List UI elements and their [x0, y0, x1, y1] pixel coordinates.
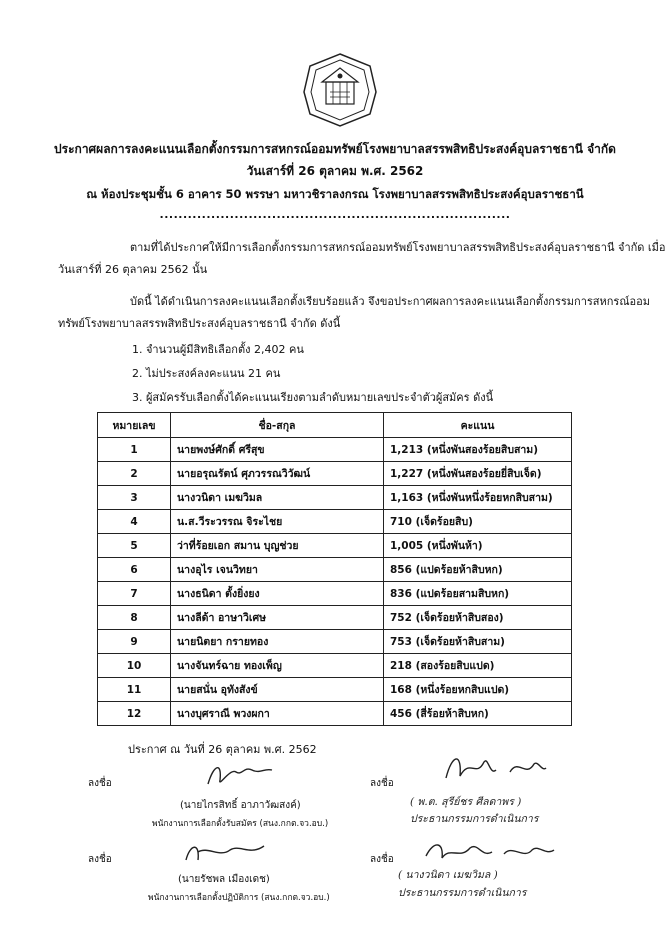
- cell-number: 6: [98, 558, 171, 582]
- signatory-left-2-name: (นายรัชพล เมืองเดช): [178, 874, 270, 885]
- sign-label: ลงชื่อ: [370, 854, 394, 865]
- cell-score: 456 (สี่ร้อยห้าสิบหก): [384, 702, 572, 726]
- cell-number: 8: [98, 606, 171, 630]
- table-row: [98, 630, 572, 654]
- table-row: [98, 702, 572, 726]
- announcement-venue: ณ ห้องประชุมชั้น 6 อาคาร 50 พรรษา มหาวชิราลงกรณ โรงพยาบาลสรรพสิทธิประสงค์อุบลราชธานี: [86, 187, 584, 201]
- table-row: [98, 534, 572, 558]
- paragraph-2-line-2: ทรัพย์โรงพยาบาลสรรพสิทธิประสงค์อุบลราชธานี จำกัด ดังนี้: [58, 317, 341, 330]
- cell-number: 4: [98, 510, 171, 534]
- cell-number: 9: [98, 630, 171, 654]
- cell-score: 1,213 (หนึ่งพันสองร้อยสิบสาม): [384, 438, 572, 462]
- table-row: [98, 606, 572, 630]
- cell-number: 1: [98, 438, 171, 462]
- cell-number: 7: [98, 582, 171, 606]
- table-row: [98, 582, 572, 606]
- column-header-score: คะแนน: [384, 413, 572, 438]
- signature-right-2: [420, 836, 560, 868]
- announcement-date: วันเสาร์ที่ 26 ตุลาคม พ.ศ. 2562: [246, 164, 424, 178]
- cell-name: นางธนิดา ตั้งยิ่งยง: [171, 582, 384, 606]
- cell-score: 1,005 (หนึ่งพันห้า): [384, 534, 572, 558]
- paragraph-2-line-1: บัดนี้ ได้ดำเนินการลงคะแนนเลือกตั้งเรียบร้อยแล้ว จึงขอประกาศผลการลงคะแนนเลือกตั้งกรรมการสหกรณ์ออม: [130, 295, 650, 308]
- column-header-name: ชื่อ-สกุล: [171, 413, 384, 438]
- cell-score: 856 (แปดร้อยห้าสิบหก): [384, 558, 572, 582]
- sign-label: ลงชื่อ: [88, 778, 112, 789]
- cell-name: นางบุศราณี พวงผกา: [171, 702, 384, 726]
- cell-score: 218 (สองร้อยสิบแปด): [384, 654, 572, 678]
- cell-number: 12: [98, 702, 171, 726]
- signature-right-1: [440, 750, 550, 786]
- sign-label: ลงชื่อ: [370, 778, 394, 789]
- cell-score: 1,163 (หนึ่งพันหนึ่งร้อยหกสิบสาม): [384, 486, 572, 510]
- hospital-seal-icon: [300, 52, 380, 130]
- signature-left-2: [180, 836, 270, 870]
- cell-number: 2: [98, 462, 171, 486]
- signatory-left-1-name: (นายไกรสิทธิ์ อาภาวัฒสงค์): [180, 800, 301, 811]
- signature-left-1: [200, 758, 280, 792]
- cell-name: นางอุไร เจนวิทยา: [171, 558, 384, 582]
- signatory-right-2-name: ( นางวนิดา เมฆวิมล ): [398, 869, 498, 881]
- signatory-left-1-role: พนักงานการเลือกตั้งรับสมัคร (สนง.กกต.จว.อบ.): [152, 819, 329, 829]
- list-item-results-intro: 3. ผู้สมัครรับเลือกตั้งได้คะแนนเรียงตามลำดับหมายเลขประจำตัวผู้สมัคร ดังนี้: [132, 391, 494, 404]
- cell-number: 10: [98, 654, 171, 678]
- cell-name: นายนิตยา กรายทอง: [171, 630, 384, 654]
- table-row: [98, 678, 572, 702]
- signatory-right-1-name: ( พ.ต. สุรีย์ชร ศีลดาพร ): [410, 796, 522, 808]
- cell-name: นางวนิดา เมฆวิมล: [171, 486, 384, 510]
- list-item-eligible-voters: 1. จำนวนผู้มีสิทธิเลือกตั้ง 2,402 คน: [132, 343, 304, 356]
- table-row: [98, 486, 572, 510]
- table-row: [98, 558, 572, 582]
- cell-score: 1,227 (หนึ่งพันสองร้อยยี่สิบเจ็ด): [384, 462, 572, 486]
- signatory-right-2-role: ประธานกรรมการดำเนินการ: [398, 887, 527, 899]
- cell-score: 753 (เจ็ดร้อยห้าสิบสาม): [384, 630, 572, 654]
- table-row: [98, 510, 572, 534]
- cell-name: นายอรุณรัตน์ ศุภวรรณวิวัฒน์: [171, 462, 384, 486]
- cell-name: นางลีด้า อาษาวิเศษ: [171, 606, 384, 630]
- cell-name: ว่าที่ร้อยเอก สมาน บุญช่วย: [171, 534, 384, 558]
- signatory-right-1-role: ประธานกรรมการดำเนินการ: [410, 813, 539, 825]
- cell-score: 168 (หนึ่งร้อยหกสิบแปด): [384, 678, 572, 702]
- cell-score: 710 (เจ็ดร้อยสิบ): [384, 510, 572, 534]
- cell-number: 3: [98, 486, 171, 510]
- cell-name: นางจันทร์ฉาย ทองเพ็ญ: [171, 654, 384, 678]
- seal-logo: [300, 52, 380, 130]
- announcement-date-line: ประกาศ ณ วันที่ 26 ตุลาคม พ.ศ. 2562: [128, 743, 317, 756]
- results-table: [97, 412, 572, 726]
- table-row: [98, 438, 572, 462]
- paragraph-1-line-1: ตามที่ได้ประกาศให้มีการเลือกตั้งกรรมการสหกรณ์ออมทรัพย์โรงพยาบาลสรรพสิทธิประสงค์อุบลราชธานี จำกัด เมื่อ: [130, 241, 666, 254]
- cell-number: 5: [98, 534, 171, 558]
- table-row: [98, 462, 572, 486]
- announcement-title: ประกาศผลการลงคะแนนเลือกตั้งกรรมการสหกรณ์ออมทรัพย์โรงพยาบาลสรรพสิทธิประสงค์อุบลราชธานี จำกัด: [54, 142, 616, 156]
- cell-score: 752 (เจ็ดร้อยห้าสิบสอง): [384, 606, 572, 630]
- table-header-row: [98, 413, 572, 438]
- paragraph-1-line-2: วันเสาร์ที่ 26 ตุลาคม 2562 นั้น: [58, 263, 208, 276]
- cell-name: นายพงษ์ศักดิ์ ศรีสุข: [171, 438, 384, 462]
- cell-name: นายสนั่น อุทังสังข์: [171, 678, 384, 702]
- cell-score: 836 (แปดร้อยสามสิบหก): [384, 582, 572, 606]
- dotted-divider: ...........................................................................: [159, 208, 511, 221]
- cell-name: น.ส.วีระวรรณ จิระไชย: [171, 510, 384, 534]
- table-row: [98, 654, 572, 678]
- list-item-abstain: 2. ไม่ประสงค์ลงคะแนน 21 คน: [132, 367, 281, 380]
- sign-label: ลงชื่อ: [88, 854, 112, 865]
- column-header-number: หมายเลข: [98, 413, 171, 438]
- signatory-left-2-role: พนักงานการเลือกตั้งปฏิบัติการ (สนง.กกต.จว.อบ.): [148, 893, 330, 903]
- cell-number: 11: [98, 678, 171, 702]
